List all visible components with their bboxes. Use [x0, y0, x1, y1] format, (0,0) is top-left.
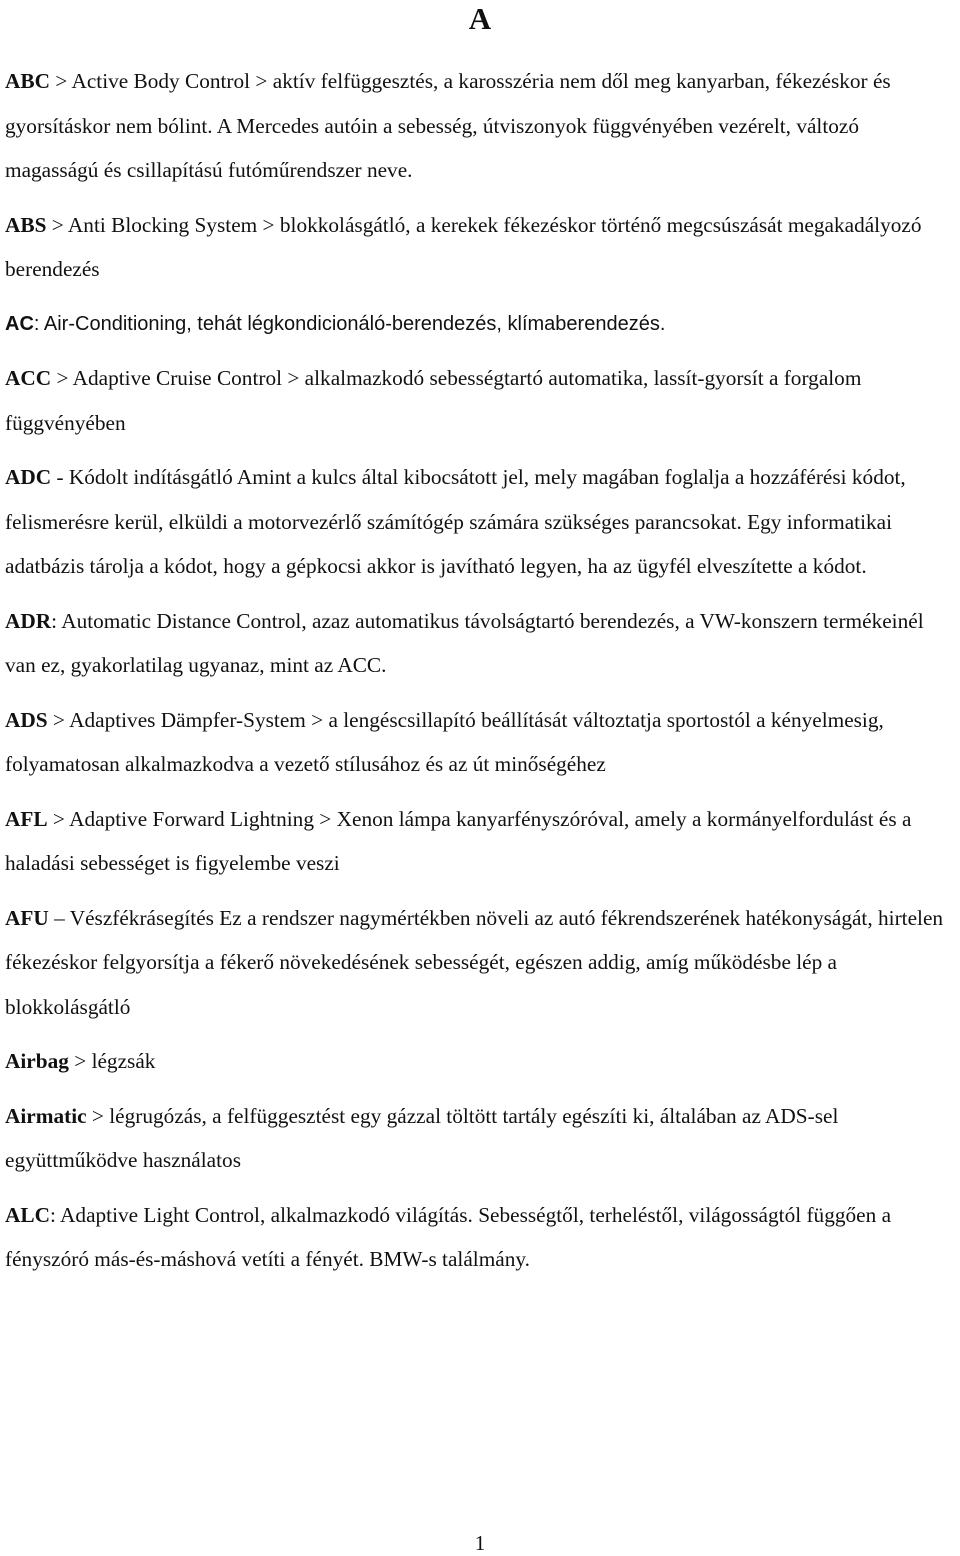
entry-term: Airmatic: [5, 1103, 87, 1128]
page-number: 1: [474, 1531, 486, 1555]
entry-definition: > Adaptive Cruise Control > alkalmazkodó sebességtartó automatika, lassít-gyorsít a forgalom függvényében: [5, 366, 862, 435]
entry-term: ABC: [5, 69, 50, 93]
entry-definition: > Adaptive Forward Lightning > Xenon lámpa kanyarfényszóróval, amely a kormányelfordulást és a haladási sebességet is figyelembe veszi: [5, 806, 912, 875]
entry-term: ADR: [5, 608, 52, 633]
entry-definition: > Active Body Control > aktív felfüggesztés, a karosszéria nem dől meg kanyarban, fékezéskor és gyorsításkor nem bólint. A Mercedes autóin a sebesség, útviszonyok függvényében vezérelt, változó magasságú és csillapítású futóműrendszer neve.: [5, 69, 891, 182]
entry-term: ALC: [5, 1202, 50, 1227]
glossary-entry-ac: [5, 302, 955, 347]
glossary-entry-alc: [5, 1193, 955, 1282]
glossary-entries: [5, 59, 955, 1292]
entry-definition: > légrugózás, a felfüggesztést egy gázzal töltött tartály egészíti ki, általában az ADS-sel együttműködve használatos: [5, 1103, 839, 1172]
glossary-entry-afu: [5, 896, 955, 1030]
entry-definition: > Adaptives Dämpfer-System > a lengéscsillapító beállítását változtatja sportostól a kényelmesig, folyamatosan alkalmazkodva a vezető stílusához és az út minőségéhez: [5, 707, 884, 776]
entry-term: ABS: [5, 212, 47, 237]
glossary-entry-airbag: [5, 1039, 955, 1084]
entry-definition: : Automatic Distance Control, azaz automatikus távolságtartó berendezés, a VW-konszern termékeinél van ez, gyakorlatilag ugyanaz, mint az ACC.: [5, 608, 924, 677]
entry-term: Airbag: [5, 1049, 69, 1073]
entry-term: AFL: [5, 806, 48, 831]
entry-term: ACC: [5, 366, 52, 390]
glossary-entry-abs: [5, 203, 955, 292]
glossary-entry-adc: [5, 455, 955, 589]
entry-term: AC: [5, 312, 34, 335]
entry-definition: – Vészfékrásegítés Ez a rendszer nagymértékben növeli az autó fékrendszerének hatékonyságát, hirtelen fékezéskor felgyorsítja a fékerő növekedésének sebességét, egészen addig, amíg működésbe lép a blokkolásgátló: [5, 905, 944, 1019]
entry-definition: > Anti Blocking System > blokkolásgátló, a kerekek fékezéskor történő megcsúszását megakadályozó berendezés: [5, 212, 922, 281]
entry-definition: - Kódolt indításgátló Amint a kulcs által kibocsátott jel, mely magában foglalja a hozzáférési kódot, felismerésre kerül, elküldi a motorvezérlő számítógép számára szükséges parancsokat. Egy informatikai adatbázis tárolja a kódot, hogy a gépkocsi akkor is javítható legyen, ha az ügyfél elveszítette a kódot.: [5, 465, 906, 578]
entry-term: AFU: [5, 905, 49, 930]
glossary-entry-acc: [5, 356, 955, 445]
page-letter-heading: A: [468, 1, 492, 36]
glossary-entry-adr: [5, 599, 955, 688]
glossary-entry-afl: [5, 797, 955, 886]
entry-definition: > légzsák: [68, 1049, 156, 1073]
entry-definition: : Adaptive Light Control, alkalmazkodó világítás. Sebességtől, terheléstől, világosságtól függően a fényszóró más-és-máshová vetíti a fényét. BMW-s találmány.: [5, 1202, 892, 1271]
glossary-entry-ads: [5, 698, 955, 787]
glossary-entry-airmatic: [5, 1094, 955, 1183]
entry-definition: : Air-Conditioning, tehát légkondicionáló-berendezés, klímaberendezés.: [33, 312, 666, 335]
entry-term: ADS: [5, 707, 48, 732]
glossary-entry-abc: [5, 59, 955, 193]
entry-term: ADC: [5, 465, 52, 489]
